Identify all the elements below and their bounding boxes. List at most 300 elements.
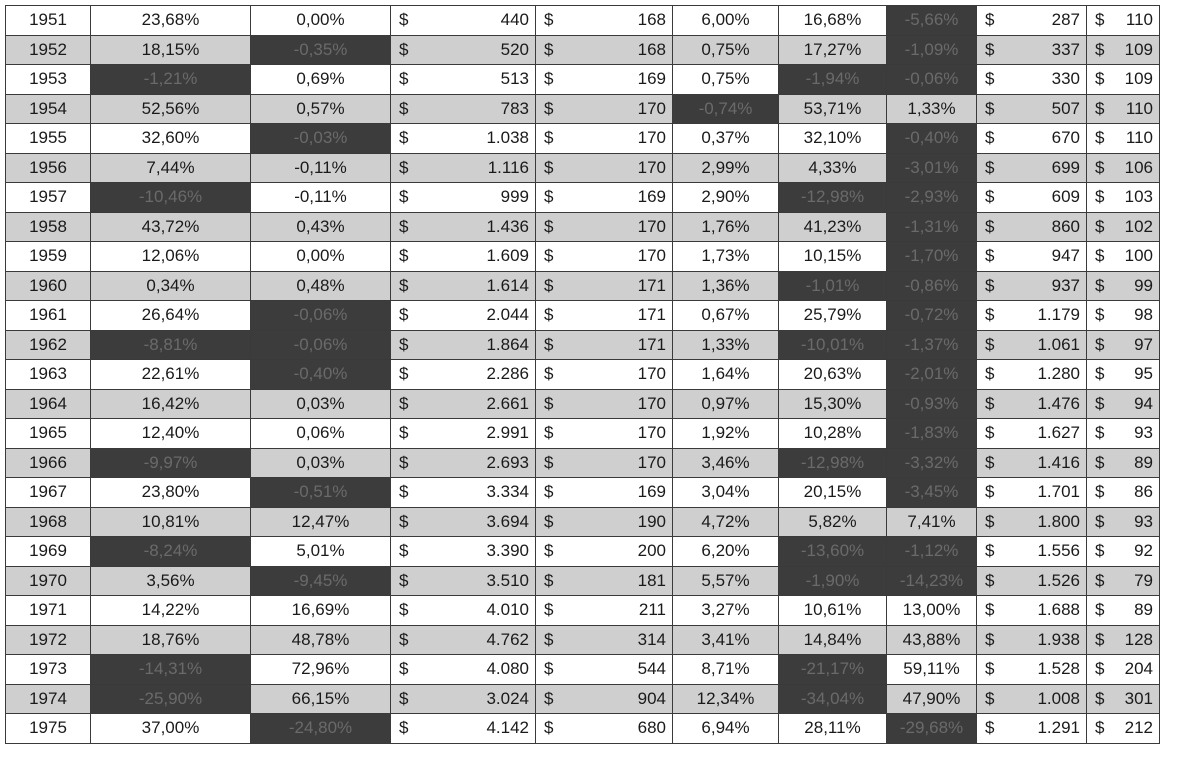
year-cell: 1974 [6, 684, 91, 714]
amount-cell-1: 1.864 [426, 330, 536, 360]
pct-cell-5: -3,01% [887, 153, 977, 183]
amount-cell-2: 168 [571, 35, 673, 65]
year-cell: 1955 [6, 124, 91, 154]
amount-cell-4: 89 [1117, 596, 1160, 626]
year-cell: 1951 [6, 6, 91, 36]
pct-cell-4: 20,63% [779, 360, 887, 390]
currency-symbol: $ [536, 124, 571, 154]
table-row [6, 360, 1160, 390]
currency-symbol: $ [977, 6, 1012, 36]
currency-symbol: $ [536, 684, 571, 714]
currency-symbol: $ [391, 94, 426, 124]
amount-cell-4: 94 [1117, 389, 1160, 419]
currency-symbol: $ [536, 655, 571, 685]
currency-symbol: $ [391, 35, 426, 65]
currency-symbol: $ [391, 596, 426, 626]
currency-symbol: $ [1087, 537, 1117, 567]
year-cell: 1975 [6, 714, 91, 744]
table-row [6, 419, 1160, 449]
pct-cell-4: -21,17% [779, 655, 887, 685]
amount-cell-1: 4.142 [426, 714, 536, 744]
amount-cell-1: 1.116 [426, 153, 536, 183]
amount-cell-2: 168 [571, 6, 673, 36]
pct-cell-4: 17,27% [779, 35, 887, 65]
amount-cell-4: 301 [1117, 684, 1160, 714]
currency-symbol: $ [977, 301, 1012, 331]
pct-cell-2: 72,96% [251, 655, 391, 685]
year-cell: 1969 [6, 537, 91, 567]
pct-cell-4: 16,68% [779, 6, 887, 36]
pct-cell-4: 15,30% [779, 389, 887, 419]
currency-symbol: $ [1087, 684, 1117, 714]
pct-cell-5: -3,45% [887, 478, 977, 508]
currency-symbol: $ [536, 183, 571, 213]
pct-cell-2: 16,69% [251, 596, 391, 626]
amount-cell-3: 1.701 [1012, 478, 1087, 508]
pct-cell-1: 12,40% [91, 419, 251, 449]
amount-cell-1: 3.334 [426, 478, 536, 508]
year-cell: 1960 [6, 271, 91, 301]
pct-cell-3: 1,64% [673, 360, 779, 390]
pct-cell-1: 16,42% [91, 389, 251, 419]
pct-cell-4: -10,01% [779, 330, 887, 360]
pct-cell-3: 8,71% [673, 655, 779, 685]
amount-cell-4: 102 [1117, 212, 1160, 242]
table-row [6, 596, 1160, 626]
currency-symbol: $ [977, 35, 1012, 65]
table-row [6, 330, 1160, 360]
table-row [6, 35, 1160, 65]
amount-cell-1: 2.286 [426, 360, 536, 390]
amount-cell-1: 2.661 [426, 389, 536, 419]
amount-cell-1: 783 [426, 94, 536, 124]
amount-cell-3: 337 [1012, 35, 1087, 65]
year-cell: 1961 [6, 301, 91, 331]
table-row [6, 271, 1160, 301]
pct-cell-1: 32,60% [91, 124, 251, 154]
pct-cell-5: -1,37% [887, 330, 977, 360]
amount-cell-4: 97 [1117, 330, 1160, 360]
currency-symbol: $ [536, 419, 571, 449]
table-row [6, 537, 1160, 567]
pct-cell-3: 2,90% [673, 183, 779, 213]
financial-data-table [5, 5, 1160, 744]
currency-symbol: $ [1087, 271, 1117, 301]
amount-cell-3: 1.280 [1012, 360, 1087, 390]
amount-cell-4: 86 [1117, 478, 1160, 508]
amount-cell-2: 190 [571, 507, 673, 537]
currency-symbol: $ [1087, 94, 1117, 124]
year-cell: 1968 [6, 507, 91, 537]
amount-cell-3: 1.556 [1012, 537, 1087, 567]
table-row [6, 301, 1160, 331]
amount-cell-3: 1.938 [1012, 625, 1087, 655]
amount-cell-2: 170 [571, 448, 673, 478]
pct-cell-2: -0,51% [251, 478, 391, 508]
currency-symbol: $ [536, 389, 571, 419]
currency-symbol: $ [391, 65, 426, 95]
currency-symbol: $ [977, 625, 1012, 655]
amount-cell-2: 170 [571, 419, 673, 449]
pct-cell-4: 14,84% [779, 625, 887, 655]
amount-cell-4: 103 [1117, 183, 1160, 213]
pct-cell-3: 0,75% [673, 35, 779, 65]
amount-cell-4: 109 [1117, 65, 1160, 95]
pct-cell-2: 0,03% [251, 389, 391, 419]
pct-cell-2: 0,69% [251, 65, 391, 95]
currency-symbol: $ [536, 212, 571, 242]
currency-symbol: $ [536, 301, 571, 331]
currency-symbol: $ [977, 65, 1012, 95]
table-row [6, 507, 1160, 537]
pct-cell-2: 5,01% [251, 537, 391, 567]
amount-cell-2: 181 [571, 566, 673, 596]
currency-symbol: $ [1087, 419, 1117, 449]
currency-symbol: $ [977, 242, 1012, 272]
currency-symbol: $ [391, 478, 426, 508]
currency-symbol: $ [1087, 183, 1117, 213]
currency-symbol: $ [977, 596, 1012, 626]
amount-cell-1: 1.436 [426, 212, 536, 242]
pct-cell-1: 10,81% [91, 507, 251, 537]
amount-cell-2: 170 [571, 360, 673, 390]
currency-symbol: $ [1087, 507, 1117, 537]
pct-cell-2: -0,35% [251, 35, 391, 65]
pct-cell-3: 1,36% [673, 271, 779, 301]
pct-cell-5: -0,72% [887, 301, 977, 331]
currency-symbol: $ [977, 537, 1012, 567]
table-body [6, 6, 1160, 744]
amount-cell-4: 92 [1117, 537, 1160, 567]
pct-cell-4: -1,94% [779, 65, 887, 95]
pct-cell-1: 3,56% [91, 566, 251, 596]
currency-symbol: $ [1087, 448, 1117, 478]
pct-cell-5: -0,93% [887, 389, 977, 419]
amount-cell-1: 3.390 [426, 537, 536, 567]
currency-symbol: $ [1087, 35, 1117, 65]
table-row [6, 389, 1160, 419]
currency-symbol: $ [391, 271, 426, 301]
currency-symbol: $ [536, 714, 571, 744]
pct-cell-3: 5,57% [673, 566, 779, 596]
amount-cell-1: 2.991 [426, 419, 536, 449]
pct-cell-5: 7,41% [887, 507, 977, 537]
amount-cell-1: 3.024 [426, 684, 536, 714]
currency-symbol: $ [1087, 655, 1117, 685]
currency-symbol: $ [536, 596, 571, 626]
currency-symbol: $ [1087, 153, 1117, 183]
pct-cell-2: -0,11% [251, 183, 391, 213]
amount-cell-2: 170 [571, 153, 673, 183]
currency-symbol: $ [391, 507, 426, 537]
pct-cell-1: 23,80% [91, 478, 251, 508]
currency-symbol: $ [977, 330, 1012, 360]
pct-cell-1: 43,72% [91, 212, 251, 242]
amount-cell-4: 110 [1117, 6, 1160, 36]
currency-symbol: $ [1087, 301, 1117, 331]
pct-cell-4: 10,15% [779, 242, 887, 272]
pct-cell-3: 12,34% [673, 684, 779, 714]
pct-cell-3: 6,00% [673, 6, 779, 36]
amount-cell-4: 212 [1117, 714, 1160, 744]
currency-symbol: $ [536, 507, 571, 537]
currency-symbol: $ [391, 301, 426, 331]
year-cell: 1966 [6, 448, 91, 478]
amount-cell-3: 1.526 [1012, 566, 1087, 596]
table-row [6, 714, 1160, 744]
amount-cell-4: 204 [1117, 655, 1160, 685]
currency-symbol: $ [391, 360, 426, 390]
currency-symbol: $ [536, 6, 571, 36]
currency-symbol: $ [1087, 596, 1117, 626]
pct-cell-3: 0,75% [673, 65, 779, 95]
currency-symbol: $ [391, 389, 426, 419]
amount-cell-2: 211 [571, 596, 673, 626]
pct-cell-3: 0,37% [673, 124, 779, 154]
amount-cell-3: 670 [1012, 124, 1087, 154]
year-cell: 1964 [6, 389, 91, 419]
pct-cell-2: -0,11% [251, 153, 391, 183]
currency-symbol: $ [1087, 478, 1117, 508]
amount-cell-1: 4.010 [426, 596, 536, 626]
pct-cell-1: -14,31% [91, 655, 251, 685]
amount-cell-4: 98 [1117, 301, 1160, 331]
pct-cell-4: -12,98% [779, 183, 887, 213]
pct-cell-3: 3,04% [673, 478, 779, 508]
currency-symbol: $ [391, 124, 426, 154]
pct-cell-3: 1,92% [673, 419, 779, 449]
currency-symbol: $ [1087, 360, 1117, 390]
pct-cell-2: 0,00% [251, 6, 391, 36]
pct-cell-3: 1,33% [673, 330, 779, 360]
pct-cell-1: 18,76% [91, 625, 251, 655]
pct-cell-1: -10,46% [91, 183, 251, 213]
table-row [6, 212, 1160, 242]
currency-symbol: $ [536, 537, 571, 567]
currency-symbol: $ [1087, 65, 1117, 95]
pct-cell-3: 6,94% [673, 714, 779, 744]
currency-symbol: $ [977, 507, 1012, 537]
currency-symbol: $ [977, 124, 1012, 154]
pct-cell-4: 10,28% [779, 419, 887, 449]
amount-cell-1: 520 [426, 35, 536, 65]
pct-cell-5: -0,06% [887, 65, 977, 95]
pct-cell-1: 37,00% [91, 714, 251, 744]
table-row [6, 153, 1160, 183]
amount-cell-3: 330 [1012, 65, 1087, 95]
currency-symbol: $ [1087, 566, 1117, 596]
pct-cell-2: 0,43% [251, 212, 391, 242]
amount-cell-2: 680 [571, 714, 673, 744]
currency-symbol: $ [391, 566, 426, 596]
amount-cell-2: 170 [571, 94, 673, 124]
pct-cell-3: 0,67% [673, 301, 779, 331]
currency-symbol: $ [1087, 714, 1117, 744]
year-cell: 1973 [6, 655, 91, 685]
currency-symbol: $ [536, 360, 571, 390]
pct-cell-4: -1,90% [779, 566, 887, 596]
pct-cell-4: -1,01% [779, 271, 887, 301]
pct-cell-4: 20,15% [779, 478, 887, 508]
currency-symbol: $ [391, 153, 426, 183]
pct-cell-1: 23,68% [91, 6, 251, 36]
currency-symbol: $ [1087, 625, 1117, 655]
currency-symbol: $ [391, 448, 426, 478]
amount-cell-1: 3.694 [426, 507, 536, 537]
year-cell: 1971 [6, 596, 91, 626]
currency-symbol: $ [1087, 124, 1117, 154]
amount-cell-3: 609 [1012, 183, 1087, 213]
currency-symbol: $ [391, 714, 426, 744]
amount-cell-3: 860 [1012, 212, 1087, 242]
table-row [6, 448, 1160, 478]
pct-cell-2: -9,45% [251, 566, 391, 596]
pct-cell-1: -8,24% [91, 537, 251, 567]
amount-cell-3: 1.008 [1012, 684, 1087, 714]
currency-symbol: $ [1087, 242, 1117, 272]
pct-cell-5: -1,31% [887, 212, 977, 242]
pct-cell-5: -29,68% [887, 714, 977, 744]
pct-cell-2: 0,06% [251, 419, 391, 449]
currency-symbol: $ [536, 330, 571, 360]
table-row [6, 566, 1160, 596]
pct-cell-2: -0,06% [251, 330, 391, 360]
pct-cell-2: 0,03% [251, 448, 391, 478]
table-row [6, 684, 1160, 714]
year-cell: 1953 [6, 65, 91, 95]
table-row [6, 124, 1160, 154]
amount-cell-2: 200 [571, 537, 673, 567]
pct-cell-3: 0,97% [673, 389, 779, 419]
amount-cell-3: 1.476 [1012, 389, 1087, 419]
year-cell: 1970 [6, 566, 91, 596]
pct-cell-5: -1,83% [887, 419, 977, 449]
currency-symbol: $ [1087, 389, 1117, 419]
pct-cell-2: 48,78% [251, 625, 391, 655]
pct-cell-5: 47,90% [887, 684, 977, 714]
amount-cell-2: 904 [571, 684, 673, 714]
year-cell: 1954 [6, 94, 91, 124]
currency-symbol: $ [977, 153, 1012, 183]
amount-cell-1: 513 [426, 65, 536, 95]
pct-cell-5: -0,86% [887, 271, 977, 301]
amount-cell-2: 171 [571, 330, 673, 360]
amount-cell-2: 170 [571, 212, 673, 242]
amount-cell-3: 1.179 [1012, 301, 1087, 331]
amount-cell-2: 171 [571, 301, 673, 331]
year-cell: 1959 [6, 242, 91, 272]
pct-cell-5: -2,93% [887, 183, 977, 213]
pct-cell-5: -0,40% [887, 124, 977, 154]
pct-cell-1: -25,90% [91, 684, 251, 714]
currency-symbol: $ [977, 478, 1012, 508]
amount-cell-3: 1.416 [1012, 448, 1087, 478]
pct-cell-2: -0,06% [251, 301, 391, 331]
pct-cell-1: -9,97% [91, 448, 251, 478]
amount-cell-4: 95 [1117, 360, 1160, 390]
pct-cell-3: 4,72% [673, 507, 779, 537]
currency-symbol: $ [977, 212, 1012, 242]
pct-cell-5: 59,11% [887, 655, 977, 685]
amount-cell-3: 507 [1012, 94, 1087, 124]
pct-cell-2: 12,47% [251, 507, 391, 537]
pct-cell-1: -8,81% [91, 330, 251, 360]
pct-cell-4: -12,98% [779, 448, 887, 478]
currency-symbol: $ [536, 566, 571, 596]
currency-symbol: $ [536, 65, 571, 95]
currency-symbol: $ [977, 655, 1012, 685]
year-cell: 1965 [6, 419, 91, 449]
pct-cell-3: 3,27% [673, 596, 779, 626]
pct-cell-4: 4,33% [779, 153, 887, 183]
currency-symbol: $ [977, 183, 1012, 213]
pct-cell-2: -0,03% [251, 124, 391, 154]
amount-cell-2: 170 [571, 242, 673, 272]
currency-symbol: $ [391, 330, 426, 360]
pct-cell-5: -14,23% [887, 566, 977, 596]
pct-cell-1: 7,44% [91, 153, 251, 183]
currency-symbol: $ [391, 242, 426, 272]
currency-symbol: $ [391, 684, 426, 714]
currency-symbol: $ [536, 625, 571, 655]
amount-cell-4: 79 [1117, 566, 1160, 596]
pct-cell-2: -0,40% [251, 360, 391, 390]
pct-cell-4: -34,04% [779, 684, 887, 714]
pct-cell-2: 66,15% [251, 684, 391, 714]
pct-cell-2: 0,57% [251, 94, 391, 124]
pct-cell-5: -1,70% [887, 242, 977, 272]
pct-cell-4: 10,61% [779, 596, 887, 626]
currency-symbol: $ [391, 183, 426, 213]
year-cell: 1957 [6, 183, 91, 213]
amount-cell-1: 1.609 [426, 242, 536, 272]
pct-cell-1: 52,56% [91, 94, 251, 124]
currency-symbol: $ [977, 360, 1012, 390]
amount-cell-1: 999 [426, 183, 536, 213]
pct-cell-3: 3,41% [673, 625, 779, 655]
currency-symbol: $ [977, 271, 1012, 301]
year-cell: 1967 [6, 478, 91, 508]
table-row [6, 6, 1160, 36]
currency-symbol: $ [977, 94, 1012, 124]
table-row [6, 65, 1160, 95]
pct-cell-3: 1,73% [673, 242, 779, 272]
amount-cell-1: 440 [426, 6, 536, 36]
amount-cell-3: 1.688 [1012, 596, 1087, 626]
pct-cell-5: -1,12% [887, 537, 977, 567]
year-cell: 1972 [6, 625, 91, 655]
pct-cell-4: 5,82% [779, 507, 887, 537]
amount-cell-4: 93 [1117, 419, 1160, 449]
table-row [6, 478, 1160, 508]
currency-symbol: $ [536, 478, 571, 508]
pct-cell-5: 1,33% [887, 94, 977, 124]
amount-cell-3: 1.528 [1012, 655, 1087, 685]
amount-cell-3: 1.291 [1012, 714, 1087, 744]
pct-cell-1: 26,64% [91, 301, 251, 331]
year-cell: 1952 [6, 35, 91, 65]
amount-cell-2: 169 [571, 65, 673, 95]
pct-cell-4: 53,71% [779, 94, 887, 124]
pct-cell-1: 0,34% [91, 271, 251, 301]
amount-cell-3: 1.061 [1012, 330, 1087, 360]
pct-cell-1: -1,21% [91, 65, 251, 95]
amount-cell-4: 89 [1117, 448, 1160, 478]
currency-symbol: $ [536, 448, 571, 478]
amount-cell-2: 171 [571, 271, 673, 301]
pct-cell-5: -1,09% [887, 35, 977, 65]
amount-cell-1: 2.044 [426, 301, 536, 331]
